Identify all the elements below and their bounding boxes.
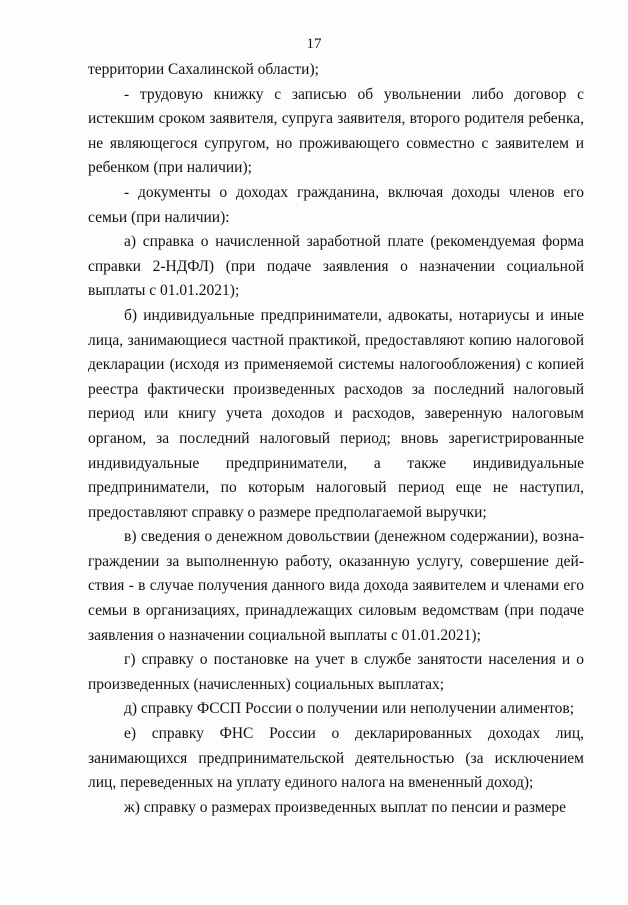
document-body: [88, 58, 584, 820]
paragraph-item-b: б) индивидуальные предприниматели, адвокаты, нотариусы и иные лица, занимающиеся частной практикой, предоставляют копию налоговой декларации (исходя из применяемой системы налогообложения) с копией реестра фактически произведенных расходов за последний налоговый период или книгу учета доходов и расходов, заверенную налоговым органом, за последний налоговый период; вновь зарегистрированные индивидуальные предприниматели, а также индивидуальные предприниматели, по которым налоговый период еще не наступил, предоставляют справку о размере предполагаемой выручки;: [88, 306, 584, 521]
paragraph-item-v: в) сведения о денежном довольствии (денежном содержании), вознаграждении за выполненную работу, оказанную услугу, совершение действия - в случае получения данного вида дохода заявителем и членами его семьи в организациях, принадлежащих силовым ведомствам (при подаче заявления о назначении социальной выплаты с 01.01.2021);: [88, 528, 584, 644]
page-number: 17: [306, 36, 322, 52]
paragraph-income-documents: - документы о доходах гражданина, включая доходы членов его семьи (при наличии):: [88, 183, 584, 226]
paragraph-item-g: г) справку о постановке на учет в службе занятости населения и о произведенных (начисленных) социальных выплатах;: [88, 651, 584, 693]
paragraph-item-e: е) справку ФНС России о декларированных доходах лиц, занимающихся предпринимательской деятельностью (за исключением лиц, переведенных на уплату единого налога на вмененный доход);: [88, 725, 584, 792]
paragraph-item-a: а) справка о начисленной заработной плате (рекомендуемая форма справки 2-НДФЛ) (при подаче заявления о назначении социальной выплаты с 01.01.2021);: [88, 233, 584, 300]
paragraph-item-zh: ж) справку о размерах произведенных выплат по пенсии и размере: [124, 798, 567, 816]
paragraph-item-d: д) справку ФССП России о получении или неполучении алиментов;: [124, 700, 575, 718]
paragraph-work-record: - трудовую книжку с записью об увольнении либо договор с истекшим сроком заявителя, супруга заявителя, второго родителя ребенка, не являющегося супругом, но проживающего совместно с заявителем и ребенком (при наличии);: [88, 85, 584, 177]
paragraph-continuation: территории Сахалинской области);: [88, 61, 319, 78]
